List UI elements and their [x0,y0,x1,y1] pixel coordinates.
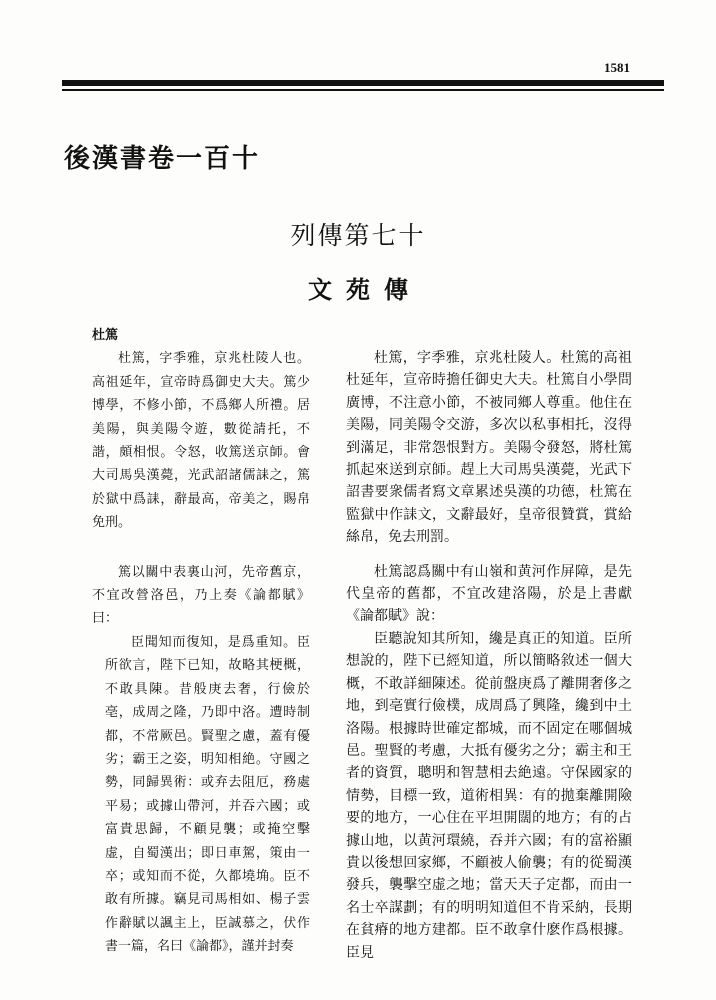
header-rule-thick [62,80,664,86]
classical-memorial-quote: 臣聞知而復知，是爲重知。臣所欲言，陛下已知，故略其梗概，不敢具陳。昔般庚去奢，行儉於亳，成周之隆，乃即中洛。遭時制都，不常厥邑。賢聖之慮，蓋有優劣；霸王之姿，明知相絶。守國之勢，同歸異術：或弃去阻厄，務處平易；或據山帶河，并吞六國；或富貴思歸，不顧見襲；或掩空擊虚，自蜀漢出；即日車駕，策由一卒；或知而不從，久都墝埆。臣不敢有所據。竊見司馬相如、楊子雲作辭賦以諷主上，臣誠慕之，伏作書一篇，名曰《論都》，謹并封奏 [105,634,310,955]
book-title: 後漢書卷一百十 [64,144,261,174]
classical-paragraph-1: 杜篤，字季雅，京兆杜陵人也。高祖延年，宣帝時爲御史大夫。篤少博學，不修小節，不爲鄉人所禮。居美陽，與美陽令遊，數從請托，不諧，頗相恨。令怒，收篤送京師。會大司馬吳漢薨，光武詔諸儒誄之，篤於獄中爲誄，辭最高，帝美之，賜帛免刑。 [92,351,310,531]
classical-text-column [92,324,310,959]
section-title: 文苑傳 [308,276,422,304]
biography-heading: 杜篤 [92,328,119,343]
classical-paragraph-2: 篤以關中表裏山河，先帝舊京，不宜改營洛邑，乃上奏《論都賦》曰： [92,564,310,627]
header-rule-thin [62,89,664,91]
translation-paragraph-2: 杜篤認爲關中有山嶺和黄河作屏障，是先代皇帝的舊都，不宜改建洛陽，於是上書獻《論都賦》說： [346,563,632,625]
chapter-title: 列傳第七十 [290,221,426,250]
translation-paragraph-1: 杜篤，字季雅，京兆杜陵人。杜篤的高祖杜延年，宣帝時擔任御史大夫。杜篤自小學問廣博，不注意小節，不被同鄉人尊重。他住在美陽，同美陽令交游，多次以私事相托，沒得到滿足，非常怨恨對方。美陽令發怒，將杜篤抓起來送到京師。趕上大司馬吳漢薨，光武下詔書要衆儒者寫文章累述吳漢的功德，杜篤在監獄中作誄文，文辭最好，皇帝很贊賞，賞給絲帛，免去刑罰。 [346,350,632,546]
translation-text-column [346,347,632,964]
page-number: 1581 [604,60,630,75]
translation-memorial-quote: 臣聽說知其所知，纔是真正的知道。臣所想說的，陛下已經知道，所以簡略敘述一個大概，不敢詳細陳述。從前盤庚爲了離開奢侈之地，到亳實行儉樸，成周爲了興隆，纔到中土洛陽。根據時世確定都城，而不固定在哪個城邑。聖賢的考慮，大抵有優劣之分；霸主和王者的資質，聰明和智慧相去絶遠。守保國家的情勢，目標一致，道術相異：有的拋棄離開險要的地方，一心住在平坦開闊的地方；有的占據山地，以黄河環繞，吞并六國；有的富裕顯貴以後想回家鄉，不顧被人偷襲；有的從蜀漢發兵，襲擊空虚之地；當天天子定都，而由一名士卒謀劃；有的明明知道但不肯采納，長期在貧瘠的地方建都。臣不敢拿什麽作爲根據。臣見 [346,630,632,961]
